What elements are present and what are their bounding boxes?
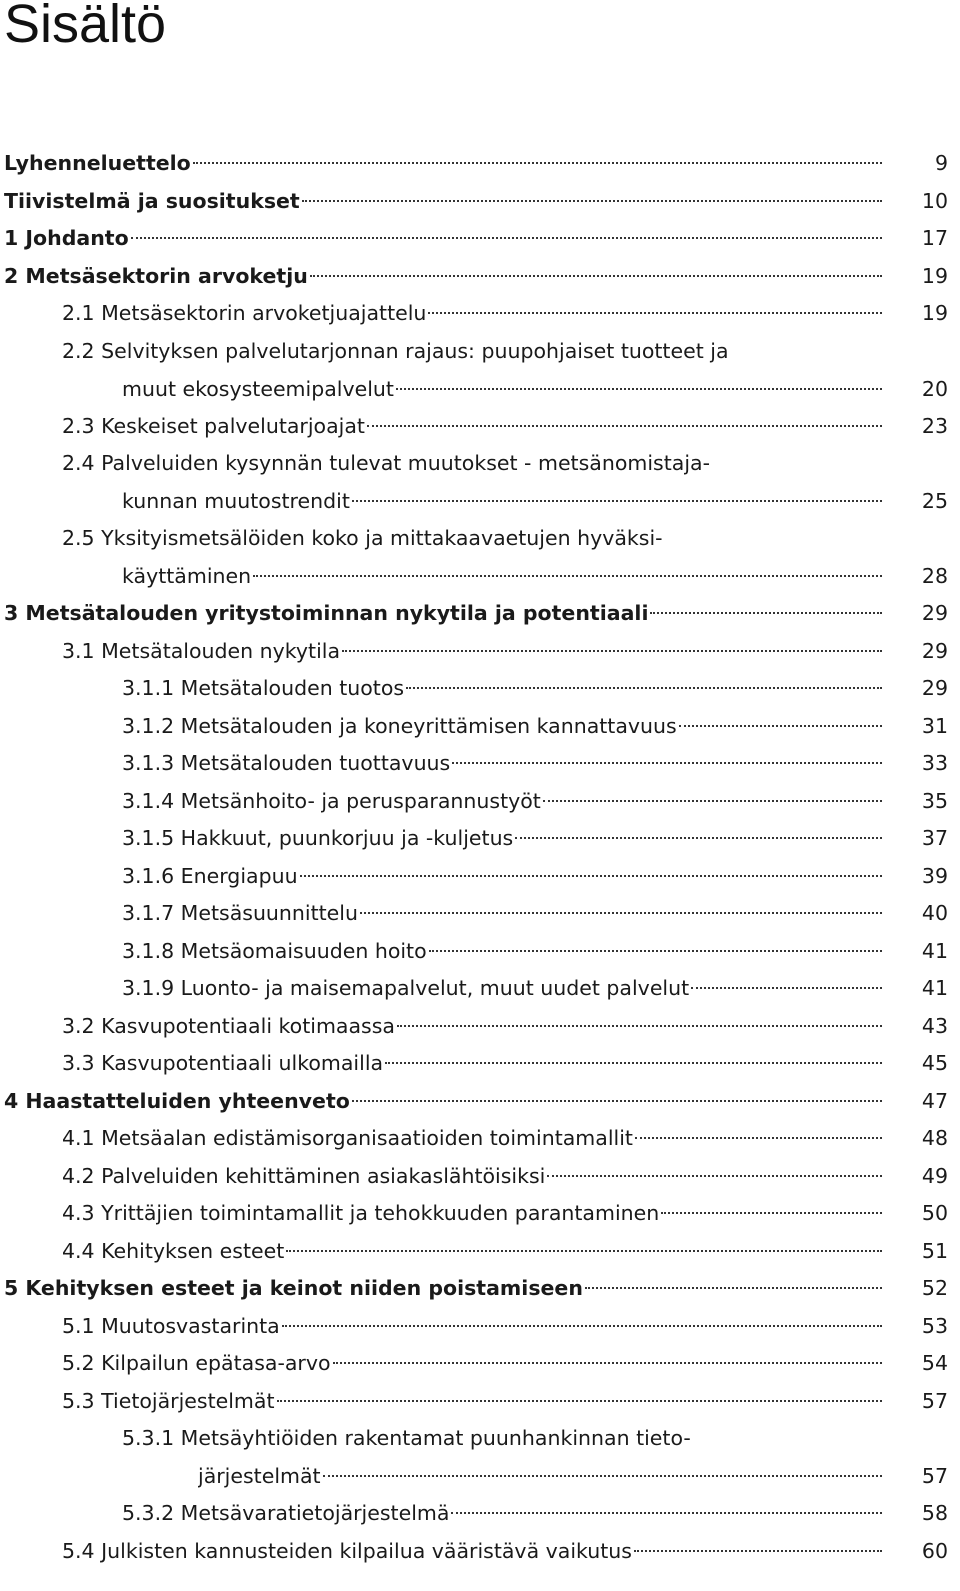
toc-entry[interactable] (4, 144, 948, 182)
toc-entry-label: 5.1 Muutosvastarinta (62, 1313, 280, 1338)
toc-entry[interactable] (62, 1382, 948, 1420)
dot-leader (396, 388, 882, 390)
toc-entry-label: 3.1.7 Metsäsuunnittelu (122, 901, 358, 925)
toc-page-number: 33 (921, 751, 948, 775)
dot-leader (367, 425, 882, 427)
toc-entry-label: 1 Johdanto (4, 226, 129, 250)
toc-entry[interactable] (62, 1119, 948, 1157)
toc-page-number: 43 (921, 1013, 948, 1038)
toc-entry-label: 3.1.5 Hakkuut, puunkorjuu ja -kuljetus (122, 826, 514, 850)
toc-entry[interactable] (122, 1494, 948, 1532)
toc-entry-label: 4.2 Palveluiden kehittäminen asiakaslähtöisiksi (62, 1163, 546, 1188)
toc-entry-label: 3 Metsätalouden yritystoiminnan nykytila ja potentiaali (4, 601, 649, 625)
toc-entry[interactable] (4, 1082, 948, 1120)
toc-entry-label-continued: muut ekosysteemipalvelut (122, 376, 394, 401)
toc-entry-label: 3.1 Metsätalouden nykytila (62, 638, 341, 663)
toc-entry[interactable] (62, 1307, 948, 1345)
toc-entry[interactable] (122, 1419, 948, 1495)
toc-page-number: 48 (921, 1126, 948, 1150)
toc-page-number: 47 (921, 1088, 948, 1113)
dot-leader (342, 650, 882, 652)
toc-entry-label: 2.3 Keskeiset palvelutarjoajat (62, 413, 365, 438)
toc-entry[interactable] (62, 632, 948, 670)
toc-entry-label: 5 Kehityksen esteet ja keinot niiden poistamiseen (4, 1276, 583, 1300)
toc-entry-label: 5.2 Kilpailun epätasa-arvo (62, 1351, 331, 1375)
toc-entry[interactable] (122, 819, 948, 857)
toc-entry[interactable] (122, 744, 948, 782)
toc-page-number: 45 (921, 1051, 948, 1075)
toc-entry-label: 3.1.4 Metsänhoito- ja perusparannustyöt (122, 788, 541, 813)
toc-entry[interactable] (122, 857, 948, 895)
toc-entry-label-continued: käyttäminen (122, 564, 252, 588)
toc-entry-label: 4.4 Kehityksen esteet (62, 1238, 285, 1263)
toc-entry[interactable] (4, 257, 948, 295)
dot-leader (650, 612, 882, 614)
toc-page-number: 17 (921, 226, 948, 250)
toc-entry[interactable] (62, 519, 948, 595)
toc-page-number: 37 (921, 826, 948, 850)
toc-page-number: 52 (921, 1276, 948, 1300)
toc-page-number: 20 (921, 376, 948, 401)
dot-leader (333, 1362, 882, 1364)
toc-entry-label: 5.4 Julkisten kannusteiden kilpailua vääristävä vaikutus (62, 1538, 632, 1563)
toc-page-number: 58 (921, 1501, 948, 1525)
toc-page-number: 29 (921, 601, 948, 625)
toc-entry-label: Tiivistelmä ja suositukset (4, 188, 300, 213)
toc-entry-label: 2.5 Yksityismetsälöiden koko ja mittakaavaetujen hyväksi- (62, 526, 663, 550)
dot-leader (131, 237, 882, 239)
toc-entry[interactable] (122, 932, 948, 970)
dot-leader (310, 275, 882, 277)
page-title: Sisältö (4, 0, 167, 54)
toc-page-number: 49 (921, 1163, 948, 1188)
dot-leader (452, 762, 882, 764)
toc-entry[interactable] (122, 669, 948, 707)
toc-page-number: 39 (921, 863, 948, 888)
toc-entry-label: 4.3 Yrittäjien toimintamallit ja tehokkuuden parantaminen (62, 1201, 660, 1225)
dot-leader (352, 1100, 882, 1102)
dot-leader (691, 987, 882, 989)
dot-leader (634, 1550, 882, 1552)
dot-leader (302, 200, 882, 202)
toc-page-number: 35 (921, 788, 948, 813)
toc-page-number: 10 (921, 188, 948, 213)
toc-entry-label: 2.2 Selvityksen palvelutarjonnan rajaus: puupohjaiset tuotteet ja (62, 338, 729, 363)
dot-leader (352, 500, 882, 502)
dot-leader (543, 800, 882, 802)
dot-leader (300, 875, 882, 877)
toc-entry[interactable] (4, 219, 948, 257)
dot-leader (282, 1325, 882, 1327)
toc-page-number: 9 (934, 151, 948, 175)
toc-page-number: 60 (921, 1538, 948, 1563)
toc-entry-label: 3.3 Kasvupotentiaali ulkomailla (62, 1051, 384, 1075)
dot-leader (585, 1287, 882, 1289)
dot-leader (360, 912, 882, 914)
toc-entry[interactable] (4, 182, 948, 220)
toc-entry-label: 3.1.9 Luonto- ja maisemapalvelut, muut uudet palvelut (122, 976, 690, 1000)
dot-leader (406, 687, 882, 689)
toc-entry-label: Lyhenneluettelo (4, 151, 191, 175)
dot-leader (547, 1175, 882, 1177)
toc-entry-label: 4 Haastatteluiden yhteenveto (4, 1088, 350, 1113)
toc-page-number: 28 (921, 564, 948, 588)
toc-page-number: 25 (921, 489, 948, 513)
toc-page-number: 19 (921, 263, 948, 288)
toc-entry[interactable] (62, 444, 948, 520)
dot-leader (451, 1512, 882, 1514)
toc-page-number: 29 (921, 638, 948, 663)
dot-leader (679, 725, 882, 727)
toc-page-number: 40 (921, 901, 948, 925)
toc-entry-label: 3.1.1 Metsätalouden tuotos (122, 676, 405, 700)
toc-entry-label-continued: järjestelmät (198, 1464, 321, 1488)
toc-entry-label: 2.4 Palveluiden kysynnän tulevat muutokset - metsänomistaja- (62, 451, 710, 475)
toc-page-number: 54 (921, 1351, 948, 1375)
dot-leader (515, 837, 882, 839)
dot-leader (385, 1062, 882, 1064)
toc-page-number: 53 (921, 1313, 948, 1338)
toc-entry[interactable] (62, 1044, 948, 1082)
toc-entry[interactable] (62, 1157, 948, 1195)
dot-leader (323, 1475, 882, 1477)
toc-entry-label: 3.1.8 Metsäomaisuuden hoito (122, 938, 427, 963)
toc-entry[interactable] (62, 1194, 948, 1232)
toc-entry-label: 2 Metsäsektorin arvoketju (4, 263, 308, 288)
toc-entry[interactable] (62, 1532, 948, 1570)
dot-leader (428, 312, 882, 314)
toc-entry[interactable] (122, 707, 948, 745)
toc-entry-label-continued: kunnan muutostrendit (122, 489, 350, 513)
toc-page-number: 50 (921, 1201, 948, 1225)
toc-page-number: 29 (921, 676, 948, 700)
dot-leader (193, 162, 882, 164)
toc-entry[interactable] (4, 594, 948, 632)
toc-entry[interactable] (122, 894, 948, 932)
dot-leader (277, 1400, 883, 1402)
toc-page-number: 31 (921, 713, 948, 738)
toc-entry-label: 5.3.1 Metsäyhtiöiden rakentamat puunhankinnan tieto- (122, 1426, 691, 1450)
toc-entry-label: 5.3 Tietojärjestelmät (62, 1388, 275, 1413)
toc-entry-label: 4.1 Metsäalan edistämisorganisaatioiden toimintamallit (62, 1126, 633, 1150)
toc-page-number: 57 (921, 1388, 948, 1413)
dot-leader (397, 1025, 882, 1027)
toc-entry[interactable] (62, 1344, 948, 1382)
toc-entry[interactable] (122, 782, 948, 820)
toc-entry[interactable] (4, 1269, 948, 1307)
dot-leader (661, 1212, 882, 1214)
toc-entry[interactable] (62, 1232, 948, 1270)
toc-page-number: 23 (921, 413, 948, 438)
toc-entry-label: 5.3.2 Metsävaratietojärjestelmä (122, 1501, 450, 1525)
toc-page-number: 57 (921, 1464, 948, 1488)
toc-entry[interactable] (62, 1007, 948, 1045)
toc-entry-label: 3.2 Kasvupotentiaali kotimaassa (62, 1013, 395, 1038)
toc-page-number: 41 (921, 938, 948, 963)
toc-page-number: 51 (921, 1238, 948, 1263)
toc-entry[interactable] (122, 969, 948, 1007)
dot-leader (286, 1250, 882, 1252)
dot-leader (429, 950, 882, 952)
dot-leader (253, 575, 882, 577)
toc-entry[interactable] (62, 332, 948, 408)
toc-entry[interactable] (62, 407, 948, 445)
toc-entry-label: 3.1.2 Metsätalouden ja koneyrittämisen kannattavuus (122, 713, 677, 738)
toc-entry-label: 3.1.6 Energiapuu (122, 863, 298, 888)
toc-page-number: 19 (921, 301, 948, 325)
toc-page-number: 41 (921, 976, 948, 1000)
toc-entry-label: 2.1 Metsäsektorin arvoketjuajattelu (62, 301, 427, 325)
toc-entry[interactable] (62, 294, 948, 332)
toc-entry-label: 3.1.3 Metsätalouden tuottavuus (122, 751, 451, 775)
dot-leader (635, 1137, 882, 1139)
